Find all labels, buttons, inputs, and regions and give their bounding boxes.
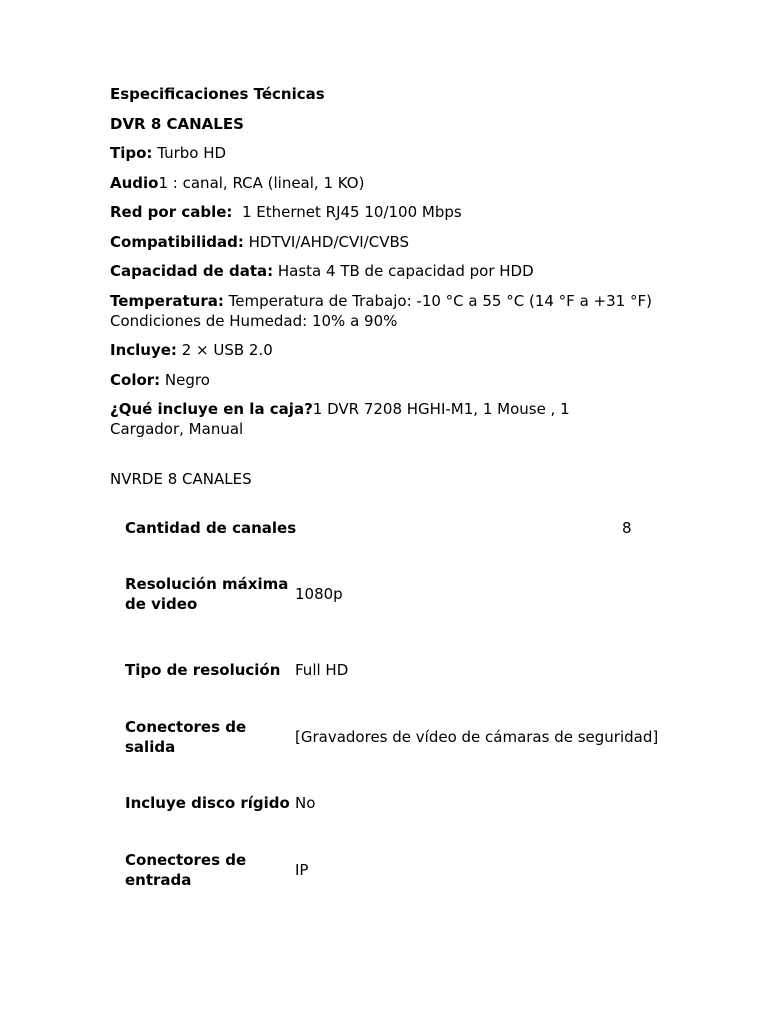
spacer xyxy=(110,449,670,469)
spec-value: 1 Ethernet RJ45 10/100 Mbps xyxy=(232,203,462,221)
spec-value: Turbo HD xyxy=(152,144,227,162)
nvr-heading: NVRDE 8 CANALES xyxy=(110,469,252,488)
spec-incluye xyxy=(110,340,670,360)
row-label: Cantidad de canales xyxy=(125,519,297,537)
spec-tipo xyxy=(110,143,670,163)
table-cell-value xyxy=(622,505,658,551)
row-label: Conectores de salida xyxy=(125,717,247,756)
row-value: 8 xyxy=(621,519,632,537)
spec-compatibilidad xyxy=(110,232,670,252)
nvr-spec-table xyxy=(110,505,658,903)
table-row xyxy=(110,551,658,637)
table-row xyxy=(110,505,658,551)
table-cell-label xyxy=(110,703,295,770)
spec-label: ¿Qué incluye en la caja? xyxy=(110,400,313,418)
dvr-heading: DVR 8 CANALES xyxy=(110,114,244,133)
row-label: Resolución máxima de video xyxy=(125,575,289,613)
row-value: Full HD xyxy=(295,661,349,679)
spec-label: Color: xyxy=(110,370,161,389)
spec-value: 1 : canal, RCA (lineal, 1 KO) xyxy=(158,173,365,192)
table-cell-value xyxy=(295,770,658,836)
spec-red-por-cable xyxy=(110,202,670,222)
spec-temperatura xyxy=(110,291,670,331)
spec-audio xyxy=(110,173,670,193)
spec-label: Capacidad de data: xyxy=(110,262,274,280)
row-value: [Gravadores de vídeo de cámaras de seguridad] xyxy=(295,727,659,746)
spec-label: Red por cable: xyxy=(110,203,233,221)
table-row xyxy=(110,703,658,770)
row-label: Incluye disco rígido xyxy=(125,794,290,812)
spec-capacidad xyxy=(110,261,670,281)
table-cell-value xyxy=(295,703,658,770)
document-title: Especificaciones Técnicas xyxy=(110,85,325,103)
table-cell-value xyxy=(295,836,658,903)
table-cell-label xyxy=(110,637,295,703)
row-label: Tipo de resolución xyxy=(125,661,281,679)
table-cell-label xyxy=(110,551,295,637)
spec-value: 2 × USB 2.0 xyxy=(176,341,273,359)
table-row xyxy=(110,836,658,903)
table-cell-label xyxy=(110,770,295,836)
row-value: IP xyxy=(295,860,309,879)
spec-value: Negro xyxy=(160,370,210,389)
spec-value: Hasta 4 TB de capacidad por HDD xyxy=(273,262,534,280)
table-cell-label xyxy=(110,836,295,903)
row-value: 1080p xyxy=(295,585,343,603)
table-cell-label xyxy=(110,505,622,551)
spec-label: Compatibilidad: xyxy=(110,232,244,251)
table-cell-value xyxy=(295,551,658,637)
spec-value: Temperatura de Trabajo: -10 °C a 55 °C (14 °F a +31 °F) Condiciones de Humedad: 10% a 90% xyxy=(110,291,652,330)
spec-label: Incluye: xyxy=(110,341,177,359)
spec-value: HDTVI/AHD/CVI/CVBS xyxy=(243,232,410,251)
spec-color xyxy=(110,370,670,390)
document-body xyxy=(110,84,670,489)
table-row xyxy=(110,770,658,836)
spec-label: Tipo: xyxy=(110,144,153,162)
spec-value: 1 DVR 7208 HGHI-M1, 1 Mouse , 1 Cargador, Manual xyxy=(110,400,570,438)
row-value: No xyxy=(295,794,316,812)
spec-label: Audio xyxy=(110,173,159,192)
spec-caja xyxy=(110,399,600,439)
table-cell-value xyxy=(295,637,658,703)
spec-label: Temperatura: xyxy=(110,291,224,310)
table-row xyxy=(110,637,658,703)
row-label: Conectores de entrada xyxy=(125,850,247,889)
